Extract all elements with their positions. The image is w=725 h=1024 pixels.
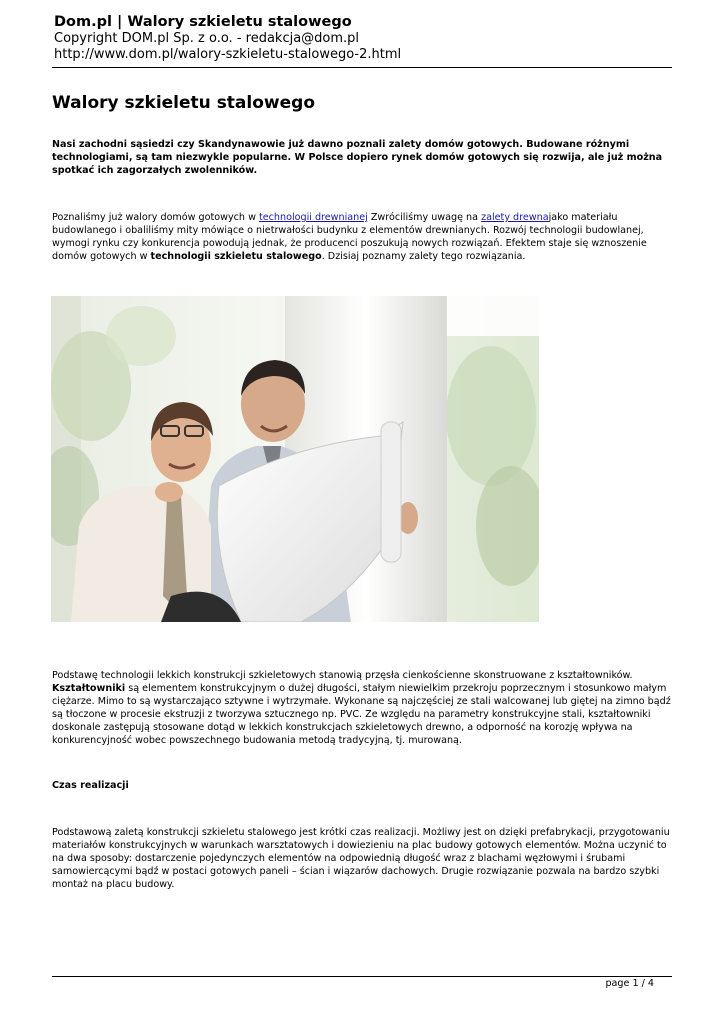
bold-phrase: technologii szkieletu stalowego (150, 251, 322, 262)
copyright-line: Copyright DOM.pl Sp. z o.o. - redakcja@dom.pl (54, 31, 360, 46)
source-url: http://www.dom.pl/walory-szkieletu-stalowego-2.html (54, 47, 402, 62)
paragraph-text: . Dzisiaj poznamy zalety tego rozwiązania. (321, 251, 526, 262)
article-lead: Nasi zachodni sąsiedzi czy Skandynawowie już dawno poznali zalety domów gotowych. Budowane różnymi technologiami, są tam niezwykle popularne. W Polsce dopiero rynek domów gotowych się rozwija, ale już można spotkać ich zagorzałych zwolenników. (52, 139, 663, 176)
document-header (54, 14, 674, 63)
link-wood-advantages[interactable]: zalety drewna (481, 212, 549, 223)
article-photo (51, 296, 539, 622)
paragraph-text: Zwróciliśmy uwagę na (367, 212, 482, 223)
paragraph-text: Podstawę technologii lekkich konstrukcji szkieletowych stanowią przęsła cienkościenne skonstruowane z kształtowników. (52, 670, 633, 681)
page-number: page 1 / 4 (605, 978, 654, 989)
section-heading: Czas realizacji (52, 780, 129, 791)
paragraph-realization-time: Podstawową zaletą konstrukcji szkieletu stalowego jest krótki czas realizacji. Możliwy jest on dzięki prefabrykacji, przygotowaniu materiałów konstrukcyjnych w warunkach warsztatowych i dowiezieniu na plac budowy gotowych elementów. Można uczynić to na dwa sposoby: dostarczenie pojedynczych elementów na odpowiednią długość wraz z blachami węzłowymi i śrubami samowiercącymi bądź w postaci gotowych paneli – ścian i wiązarów dachowych. Drugie rozwiązanie pozwala na bardzo szybki montaż na placu budowy. (52, 827, 670, 890)
header-divider (52, 67, 672, 68)
site-title: Dom.pl | Walory szkieletu stalowego (54, 14, 352, 30)
paragraph-profiles (52, 669, 677, 747)
paragraph-text: Poznaliśmy już walory domów gotowych w (52, 212, 259, 223)
bold-phrase: Kształtowniki (52, 683, 126, 694)
footer-divider (52, 976, 672, 977)
paragraph-intro (52, 211, 677, 263)
photo-two-men-reviewing-plans (51, 296, 539, 622)
paragraph-text: są elementem konstrukcyjnym o dużej długości, stałym niewielkim przekroju poprzecznym i stosunkowo małym ciężarze. Mimo to są wystarczająco sztywne i wytrzymałe. Wykonane są najczęściej ze stali walcowanej lub giętej na zimno bądź są tłoczone w procesie ekstruzji z tworzywa sztucznego np. PVC. Ze względu na parametry konstrukcyjne stali, kształtowniki doskonale zastępują stosowane dotąd w lekkich konstrukcjach szkieletowych drewno, a odporność na korozję wpływa na konkurencyjność wobec powszechnego budowania metodą tradycyjną, tj. murowaną. (52, 683, 671, 746)
link-wood-technology[interactable]: technologii drewnianej (258, 212, 368, 223)
article-title: Walory szkieletu stalowego (52, 93, 315, 113)
paragraph-text: jako materiału budowlanego i obaliliśmy mity mówiące o nietrwałości budynku z elementów drewnianych. Rozwój technologii budowlanej, wymogi rynku czy konkurencja powodują jednak, że producenci poszukują nowych rozwiązań. Efektem staje się wznoszenie domów gotowych w (52, 212, 647, 262)
